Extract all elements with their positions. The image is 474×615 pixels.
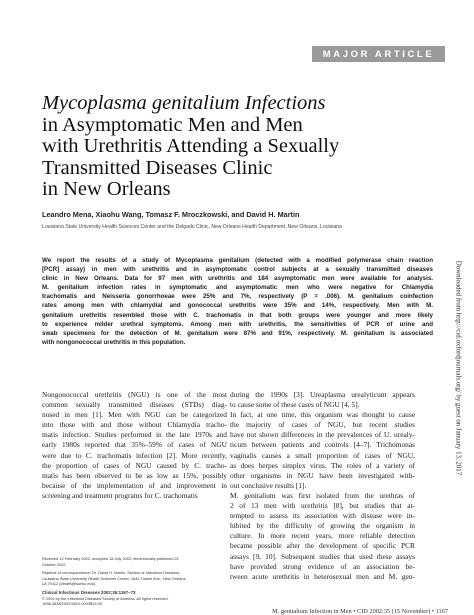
footnote-correspondence: Louisiana State University Health Sciences Center, 1542 Tulane Ave., New Orleans, [42, 575, 187, 581]
abstract [42, 256, 433, 347]
title-line-5: in New Orleans [42, 178, 171, 200]
footnote-copyright: © 2002 by the Infectious Diseases Society of America. All rights reserved. [42, 595, 169, 601]
abstract-line: trachomatis and Neisseria gonorrhoeae were 25% and 7%, respectively (P = .006). M. genitalium coinfection [42, 293, 433, 301]
body-line: ticum between patients and controls [4–7]. Trichomonas [230, 440, 415, 450]
abstract-line: [PCR] assay) in men with urethritis and in asymptomatic control subjects at a sexually transmitted diseases [42, 266, 433, 274]
body-column-left [42, 390, 227, 501]
abstract-line: genitalium urethritis resembled those with C. trachomatis in that both groups were younger and more likely [42, 311, 433, 319]
body-line: In fact, at one time, this organism was thought to cause [230, 410, 415, 420]
title-line-1: Mycoplasma genitalium Infections [42, 92, 326, 114]
footnote-received: October 2002. [42, 561, 67, 567]
page-footer: M. genitalium Infection in Men • CID 2002:35 (15 November) • 1167 [272, 608, 448, 615]
body-line: tween acute urethritis in heterosexual men and M. gen- [230, 571, 415, 581]
body-line: because of the implementation of and improvement in [42, 480, 227, 490]
body-line: M. genitalium was first isolated from the urethras of [230, 490, 415, 500]
body-line: culture. In more recent years, more reliable detection [230, 531, 415, 541]
footnote-received: Received 12 February 2002; accepted 18 July 2002; electronically published 21 [42, 556, 179, 561]
footnote-correspondence: Reprints or correspondence: Dr. David H. Martin, Section of Infectious Diseases, [42, 570, 181, 576]
article-title [42, 93, 422, 201]
body-line: have provided strong evidence of an association be- [230, 561, 415, 571]
abstract-line: clinic in New Orleans. Data for 97 men with urethritis and 184 asymptomatic men were available for analysis. [42, 275, 433, 283]
abstract-line: M. genitalium infection rates in symptomatic and asymptomatic men who were negative for Chlamydia [42, 284, 433, 292]
abstract-line: We report the results of a study of Mycoplasma genitalium (detected with a modified polymerase chain reaction [42, 257, 433, 264]
body-line: Nongonococcal urethritis (NGU) is one of the most [42, 390, 227, 399]
footnote-journal: Clinical Infectious Diseases 2002;35:1167–73 [42, 589, 136, 595]
body-line: assays [9, 10]. Subsequent studies that used these assays [230, 551, 415, 561]
body-line: the majority of cases of NGU, but recent studies [230, 420, 415, 430]
abstract-line: swab specimens for the detection of M. genitalium were 87% and 91%, respectively. M. genitalium is associated [42, 329, 433, 337]
abstract-line: rates among men with chlamydial and gonococcal urethritis were 35% and 14%, respectively. Men with M. [42, 302, 433, 310]
title-line-4: Transmitted Diseases Clinic [42, 156, 273, 179]
body-line: into those with and those without Chlamydia tracho- [42, 420, 227, 430]
body-line: to cause some of these cases of NGU [4, 5]. [230, 400, 360, 410]
body-line: matis infection. Studies performed in the late 1970s and [42, 430, 227, 440]
body-line: 2 of 13 men with urethritis [8], but studies that at- [230, 501, 415, 511]
download-notice [453, 180, 463, 556]
author-list: Leandro Mena, Xiaohu Wang, Tomasz F. Mroczkowski, and David H. Martin [42, 210, 300, 219]
title-line-3: with Urethritis Attending a Sexually [42, 135, 340, 157]
article-type-banner [312, 46, 445, 62]
footnote-correspondence: LA 70112 (dmarti@lsuhsc.edu). [42, 581, 97, 587]
body-line: other organisms in NGU have been investigated with- [230, 470, 415, 480]
body-line: early 1980s reported that 35%–59% of cases of NGU [42, 440, 227, 450]
body-line: were due to C. trachomatis infection [2]. More recently, [42, 450, 227, 460]
author-affiliation: Louisiana State University Health Sciences Center and the Delgado Clinic, New Orleans Health Department, New Orleans, Louisiana [42, 224, 342, 230]
body-line: tempted to assess its association with disease were in- [230, 511, 415, 521]
body-column-right [230, 390, 415, 582]
footnotes [42, 556, 227, 607]
body-line: screening and treatment programs for C. trachomatis [42, 490, 198, 500]
body-line: vaginalis causes a small proportion of cases of NGU, [230, 450, 415, 460]
article-type-label: MAJOR ARTICLE [322, 48, 435, 60]
download-notice-text: Downloaded from http://cid.oxfordjournals.org/ by guest on January 13, 2017 [454, 260, 462, 476]
body-line: out conclusive results [1]. [230, 480, 307, 490]
body-line: matis has been observed to be as low as 15%, possibly [42, 470, 227, 480]
body-line: have not shown differences in the prevalences of U. urealy- [230, 430, 415, 440]
body-line: nosed in men [1]. Men with NGU can be categorized [42, 410, 227, 420]
title-line-2: in Asymptomatic Men and Men [42, 113, 303, 136]
body-line: common sexually transmitted diseases (STDs) diag- [42, 400, 227, 410]
abstract-line: with nongonococcal urethritis in this population. [42, 338, 186, 346]
body-line: became possible after the development of specific PCR [230, 541, 415, 551]
body-line: as does herpes simplex virus. The roles of a variety of [230, 460, 415, 470]
abstract-line: to experience milder urethral symptoms. Among men with urethritis, the sensitivities of PCR of urine and [42, 320, 433, 328]
body-line: the proportion of cases of NGU caused by C. tracho- [42, 460, 227, 470]
body-line: during the 1990s [3]. Ureaplasma urealyticum appears [230, 390, 415, 399]
body-line: hibited by the difficulty of growing the organism in [230, 521, 415, 531]
footnote-copyright: 1058-4838/2002/3510-0003$15.00 [42, 601, 102, 607]
